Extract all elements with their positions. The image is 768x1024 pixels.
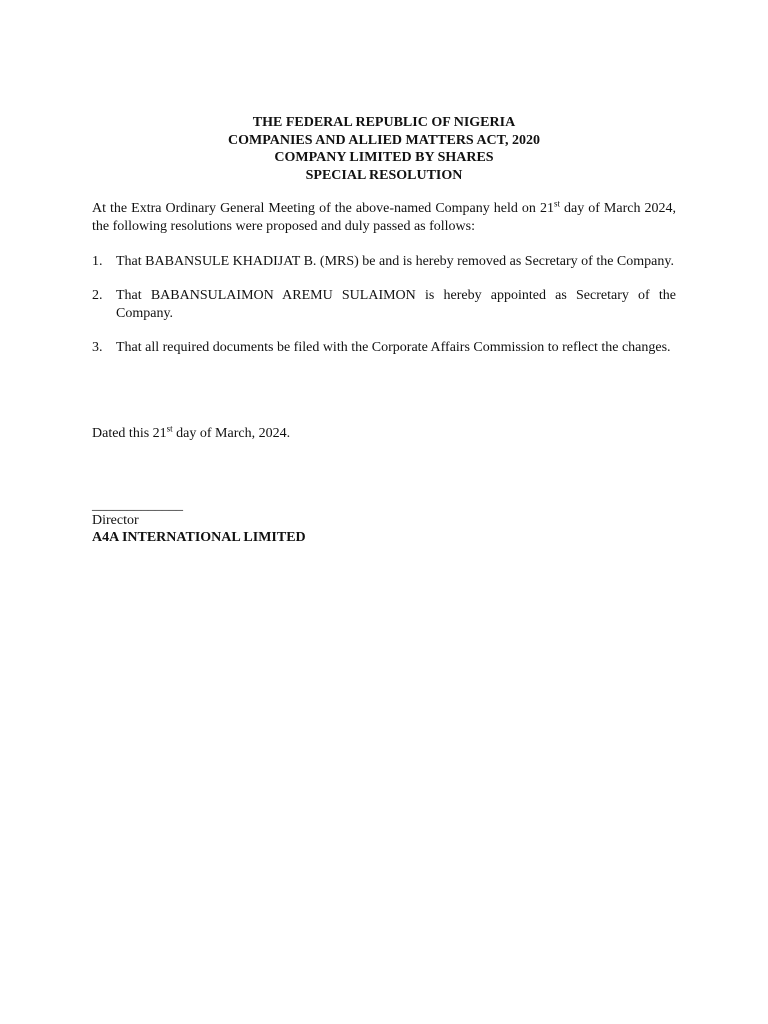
resolution-text: That all required documents be filed with the Corporate Affairs Commission to reflect the changes. [116, 339, 671, 355]
resolution-item [92, 287, 676, 322]
heading-resolution-type: SPECIAL RESOLUTION [305, 167, 463, 183]
heading-country: THE FEDERAL REPUBLIC OF NIGERIA [252, 115, 516, 130]
resolution-item [92, 253, 676, 271]
resolutions-list [92, 253, 676, 373]
intro-paragraph [92, 200, 676, 235]
resolution-text: That BABANSULE KHADIJAT B. (MRS) be and is hereby removed as Secretary of the Company. [116, 254, 674, 269]
resolution-number: 3. [92, 339, 103, 355]
resolution-number: 1. [92, 254, 103, 269]
intro-ordinal-suffix: st [553, 198, 560, 209]
dated-text-end: day of March, 2024. [172, 426, 291, 441]
dated-ordinal-suffix: st [166, 423, 173, 434]
heading-company-type: COMPANY LIMITED BY SHARES [274, 150, 494, 165]
signature-line: _____________ [92, 498, 183, 513]
dated-text-start: Dated this 21 [92, 426, 167, 441]
resolution-text: That BABANSULAIMON AREMU SULAIMON is hereby appointed as Secretary of the Company. [116, 288, 676, 321]
heading-act: COMPANIES AND ALLIED MATTERS ACT, 2020 [228, 132, 540, 148]
intro-text-end: day of March 2024, the following resolutions were proposed and duly passed as follows: [92, 201, 676, 234]
dated-line [92, 425, 676, 443]
resolution-item [92, 339, 676, 357]
signatory-title: Director [92, 513, 139, 528]
company-name: A4A INTERNATIONAL LIMITED [92, 530, 306, 545]
resolution-number: 2. [92, 288, 103, 303]
intro-text-start: At the Extra Ordinary General Meeting of the above-named Company held on 21 [92, 201, 554, 216]
document-heading [92, 114, 676, 184]
